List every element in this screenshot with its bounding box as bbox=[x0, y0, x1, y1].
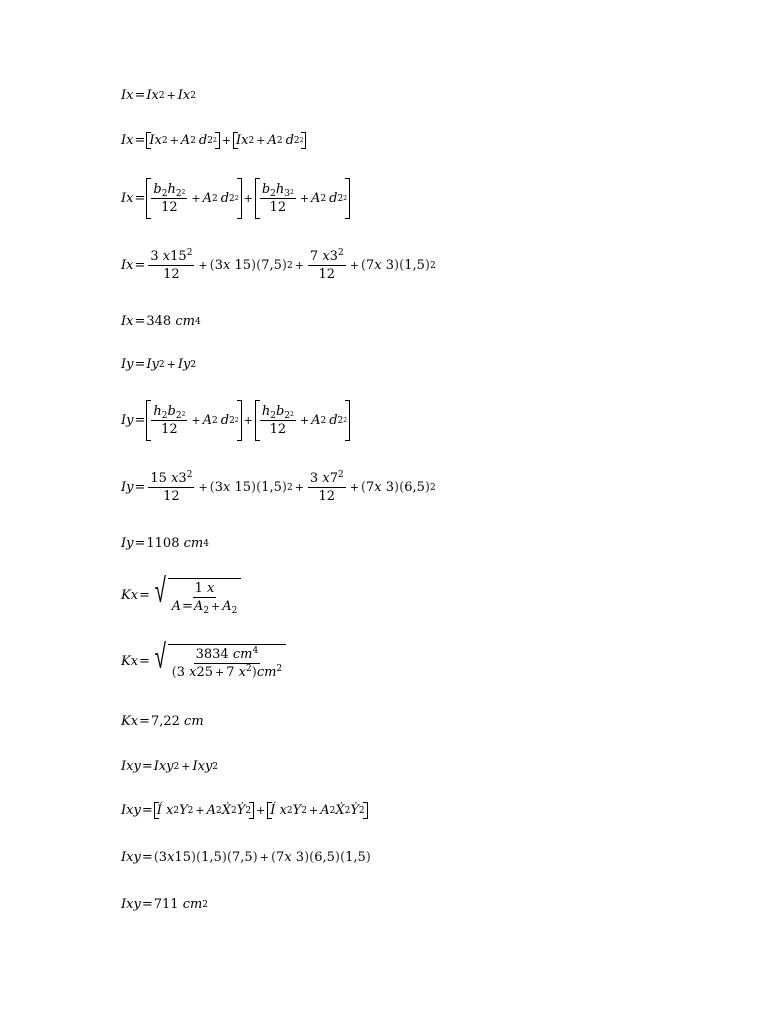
equation-ix-parallel-axis bbox=[121, 134, 306, 147]
superscript: 2 bbox=[186, 470, 193, 480]
subscript: 3 bbox=[284, 189, 290, 199]
var-kx: Kx bbox=[121, 588, 139, 603]
var-ixy: Ixy bbox=[121, 803, 141, 818]
var-x: x bbox=[166, 803, 174, 818]
square-root: √ $\frac{1 x}{A=A_2 + A_2}$ bbox=[151, 578, 241, 613]
equation-ix-fraction-form bbox=[121, 180, 350, 217]
plus: + bbox=[169, 134, 179, 147]
value: 15 bbox=[234, 258, 252, 273]
var-ixy: Ixy bbox=[192, 759, 213, 774]
unit-cm: cm bbox=[182, 897, 203, 912]
var-a: A bbox=[320, 803, 330, 818]
plus: + bbox=[259, 851, 269, 864]
var-x: x bbox=[279, 803, 287, 818]
subscript: 2 bbox=[175, 411, 182, 421]
plus: + bbox=[221, 134, 232, 147]
denominator: 12 bbox=[163, 489, 180, 504]
var-kx: Kx bbox=[121, 714, 139, 729]
value: 15 bbox=[234, 480, 252, 495]
plus: + bbox=[215, 666, 225, 679]
plus: + bbox=[308, 804, 319, 817]
result-value: 348 bbox=[146, 314, 172, 329]
superscript: 2 bbox=[337, 470, 344, 480]
value: 3 bbox=[178, 471, 187, 486]
superscript: 2 bbox=[246, 664, 252, 674]
value: 1,5 bbox=[345, 850, 366, 865]
var-y: Y bbox=[179, 803, 188, 818]
plus: + bbox=[198, 481, 208, 494]
superscript: 2 bbox=[337, 248, 344, 258]
subscript: 2 bbox=[231, 606, 238, 616]
unit-cm: cm bbox=[175, 314, 195, 329]
fraction bbox=[148, 250, 194, 281]
equation-ixy-numeric: Ixy = ( 3 x 15 ) ( 1,5 ) ( 7,5 ) + ( 7 x 3 ) ( 6,5 ) ( 1,5 ) bbox=[121, 850, 371, 865]
bracket-group: $\frac{h_2b_{22}}{12}$ + A 2 d 2 2 bbox=[146, 402, 241, 439]
var-iy: Iy bbox=[121, 357, 134, 372]
var-x: x bbox=[223, 258, 231, 273]
var-h: h bbox=[153, 404, 162, 419]
var-ix: Ix bbox=[177, 88, 191, 103]
equals: = bbox=[141, 803, 153, 818]
var-iy: Iy bbox=[121, 480, 134, 495]
var-ix: Ix bbox=[121, 191, 134, 206]
denominator: 12 bbox=[318, 267, 336, 282]
var-b: b bbox=[275, 404, 285, 419]
plus: + bbox=[211, 600, 221, 613]
var-a: A bbox=[311, 191, 321, 206]
value: 7,5 bbox=[261, 258, 282, 273]
var-i: Í bbox=[156, 803, 162, 818]
denominator: 12 bbox=[318, 489, 336, 504]
fraction bbox=[308, 250, 346, 281]
value: 3 bbox=[385, 480, 395, 495]
plus: + bbox=[198, 259, 208, 272]
var-ix: Ix bbox=[236, 133, 249, 148]
plus: + bbox=[195, 804, 205, 817]
plus: + bbox=[191, 414, 201, 427]
value: 7 bbox=[276, 850, 285, 865]
equals: = bbox=[134, 133, 146, 148]
equation-iy-sum: Iy = Iy 2 + Iy 2 bbox=[121, 357, 197, 372]
var-x: x bbox=[171, 471, 179, 486]
equation-ixy-sum: Ixy = Ixy 2 + Ixy 2 bbox=[121, 759, 219, 774]
var-b: b bbox=[167, 404, 176, 419]
equation-iy-fraction-form bbox=[121, 402, 350, 439]
subscript: 2 bbox=[203, 606, 210, 616]
denominator: 12 bbox=[163, 267, 180, 282]
equals: = bbox=[139, 654, 150, 669]
equation-kx-result bbox=[121, 715, 204, 728]
value: 1,5 bbox=[201, 850, 222, 865]
subscript: 2 bbox=[161, 189, 168, 199]
var-kx: Kx bbox=[121, 654, 139, 669]
var-x: x bbox=[167, 850, 175, 865]
equation-ix-result: Ix = 348 cm 4 bbox=[121, 314, 201, 329]
equals: = bbox=[134, 314, 146, 329]
equals: = bbox=[141, 850, 153, 865]
value: 1 bbox=[194, 581, 203, 596]
value: 3 bbox=[150, 249, 159, 264]
var-h: h bbox=[167, 182, 176, 197]
var-iy: Iy bbox=[121, 413, 134, 428]
fraction bbox=[260, 405, 296, 436]
equation-iy-result: Iy = 1108 cm 4 bbox=[121, 536, 209, 551]
var-b: b bbox=[261, 182, 271, 197]
var-a: A bbox=[206, 803, 217, 818]
var-y-centroid: Ẏ bbox=[350, 803, 359, 818]
subscript: 2 bbox=[161, 411, 168, 421]
var-ix: Ix bbox=[121, 258, 134, 273]
plus: + bbox=[299, 414, 310, 427]
value: 7 bbox=[329, 471, 338, 486]
equation-ix-numeric: Ix = $\frac{3 x15^2}{12}$ + ( 3 x 15 ) ( 7,5 ) 2 + $\frac{7 x3^2}{12}$ + ( 7 x 3 ) ( 1,5 ) 2 bbox=[121, 248, 436, 282]
plus: + bbox=[191, 192, 201, 205]
value: 3 bbox=[295, 850, 305, 865]
value: 6,5 bbox=[314, 850, 335, 865]
bracket-group: $\frac{b_2h_{32}}{12}$ + A 2 d 2 2 bbox=[255, 180, 350, 217]
var-b: b bbox=[153, 182, 162, 197]
equals: = bbox=[139, 714, 150, 729]
var-a: A bbox=[180, 133, 191, 148]
bracket-group: $\frac{b_2h_{22}}{12}$ + A 2 d 2 2 bbox=[146, 180, 241, 217]
value: 3 bbox=[214, 480, 224, 495]
equals: = bbox=[134, 258, 146, 273]
var-a: A bbox=[267, 133, 277, 148]
fraction bbox=[260, 183, 296, 214]
denominator: 12 bbox=[161, 200, 178, 215]
var-a: A bbox=[202, 413, 212, 428]
bracket-group: Í x 2 Y 2 + A 2 Ẋ 2 Ẏ 2 bbox=[154, 804, 254, 817]
plus: + bbox=[166, 89, 176, 102]
var-x-centroid: Ẋ bbox=[221, 803, 232, 818]
denominator: 12 bbox=[269, 200, 287, 215]
value: 7,5 bbox=[231, 850, 253, 865]
plus: + bbox=[299, 192, 310, 205]
equals: = bbox=[141, 759, 153, 774]
var-d: d bbox=[220, 413, 230, 428]
equation-iy-numeric: Iy = $\frac{15 x3^2}{12}$ + ( 3 x 15 ) ( 1,5 ) 2 + $\frac{3 x7^2}{12}$ + ( 7 x 3 ) ( 6,5 ) 2 bbox=[121, 470, 436, 504]
tiny-subscript: 2 bbox=[290, 411, 294, 418]
equals: = bbox=[139, 588, 150, 603]
value: 7 bbox=[366, 480, 375, 495]
result-value: 711 bbox=[153, 897, 179, 912]
subscript: 2 bbox=[175, 189, 182, 199]
var-x: x bbox=[162, 249, 171, 264]
equation-kx-numeric bbox=[121, 637, 286, 680]
result-value: 1108 bbox=[146, 536, 180, 551]
value: 3834 bbox=[195, 647, 229, 662]
value: 15 bbox=[150, 471, 167, 486]
denominator: 12 bbox=[269, 422, 287, 437]
plus: + bbox=[349, 259, 359, 272]
value: 7 bbox=[365, 258, 375, 273]
square-root: √ $\frac{3834 cm^4}{(3 x25 + 7 x^2)cm^2}$ bbox=[151, 644, 286, 679]
var-a: A bbox=[171, 599, 182, 614]
var-iy: Iy bbox=[121, 536, 134, 551]
var-d: d bbox=[198, 133, 208, 148]
var-d: d bbox=[329, 413, 338, 428]
result-value: 7,22 bbox=[150, 714, 180, 729]
plus: + bbox=[294, 259, 304, 272]
equation-ixy-result: Ixy = 711 cm 2 bbox=[121, 897, 209, 912]
plus: + bbox=[294, 481, 304, 494]
var-d: d bbox=[220, 191, 230, 206]
var-i: Í bbox=[270, 803, 276, 818]
denominator: 12 bbox=[161, 422, 178, 437]
value: 3 bbox=[329, 249, 338, 264]
value: 3 bbox=[309, 471, 319, 486]
bracket-group: Ix 2 + A 2 d 2 2 bbox=[233, 134, 306, 147]
fraction bbox=[148, 472, 194, 503]
var-ix: Ix bbox=[121, 88, 134, 103]
value: 1,5 bbox=[261, 480, 282, 495]
fraction: $\frac{3834 cm^4}{(3 x25 + 7 x^2)cm^2}$ bbox=[171, 646, 283, 680]
plus: + bbox=[256, 804, 266, 817]
var-x-centroid: Ẋ bbox=[335, 803, 345, 818]
plus: + bbox=[243, 192, 253, 205]
value: 1,5 bbox=[404, 258, 425, 273]
var-iy: Iy bbox=[177, 357, 191, 372]
tiny-subscript: 2 bbox=[181, 189, 186, 196]
fraction bbox=[308, 472, 346, 503]
value: 3 bbox=[385, 258, 395, 273]
value: 15 bbox=[170, 249, 187, 264]
unit-cm: cm bbox=[256, 665, 277, 680]
value: 3 bbox=[158, 850, 168, 865]
subscript: 2 bbox=[270, 189, 276, 199]
var-ixy: Ixy bbox=[121, 897, 141, 912]
var-x: x bbox=[284, 850, 292, 865]
plus: + bbox=[166, 358, 176, 371]
equals: = bbox=[134, 536, 146, 551]
var-x: x bbox=[322, 471, 330, 486]
equals: = bbox=[134, 88, 146, 103]
tiny-subscript: 2 bbox=[290, 189, 294, 196]
equals: = bbox=[134, 480, 146, 495]
subscript: 2 bbox=[284, 411, 291, 421]
superscript: 2 bbox=[186, 248, 193, 258]
var-a: A bbox=[222, 599, 232, 614]
var-d: d bbox=[285, 133, 294, 148]
var-d: d bbox=[329, 191, 338, 206]
superscript: 4 bbox=[252, 646, 259, 656]
var-x: x bbox=[189, 665, 197, 680]
var-x: x bbox=[322, 249, 330, 264]
var-y: Y bbox=[292, 803, 302, 818]
var-ix: Ix bbox=[149, 133, 162, 148]
equals: = bbox=[134, 357, 146, 372]
tiny-subscript: 2 bbox=[181, 411, 186, 418]
var-x: x bbox=[238, 665, 246, 680]
equation-ix-sum: Ix = Ix 2 + Ix 2 bbox=[121, 88, 196, 103]
var-a: A bbox=[202, 191, 212, 206]
plus: + bbox=[181, 760, 191, 773]
value: 3 bbox=[176, 665, 185, 680]
var-ix: Ix bbox=[146, 88, 159, 103]
unit-cm: cm bbox=[183, 536, 204, 551]
value: 3 bbox=[214, 258, 223, 273]
bracket-group: Í x 2 Y 2 + A 2 Ẋ 2 Ẏ 2 bbox=[267, 804, 367, 817]
var-h: h bbox=[275, 182, 285, 197]
var-x: x bbox=[223, 480, 231, 495]
var-x: x bbox=[207, 581, 215, 596]
var-a: A bbox=[193, 599, 204, 614]
unit-cm: cm bbox=[232, 647, 253, 662]
plus: + bbox=[256, 134, 266, 147]
var-iy: Iy bbox=[146, 357, 159, 372]
equals: = bbox=[134, 413, 146, 428]
var-a: A bbox=[311, 413, 321, 428]
value: 6,5 bbox=[404, 480, 425, 495]
var-x: x bbox=[374, 258, 382, 273]
subscript: 2 bbox=[270, 411, 276, 421]
equals: = bbox=[141, 897, 153, 912]
plus: + bbox=[243, 414, 253, 427]
var-ixy: Ixy bbox=[153, 759, 174, 774]
var-x: x bbox=[374, 480, 382, 495]
value: 7 bbox=[309, 249, 319, 264]
superscript: 2 bbox=[276, 664, 283, 674]
var-h: h bbox=[261, 404, 271, 419]
value: 7 bbox=[226, 665, 235, 680]
fraction bbox=[170, 581, 240, 616]
var-ixy: Ixy bbox=[121, 759, 141, 774]
plus: + bbox=[349, 481, 359, 494]
unit-cm: cm bbox=[184, 714, 204, 729]
bracket-group: Ix 2 + A 2 d 2 2 bbox=[146, 134, 219, 147]
var-ix: Ix bbox=[121, 133, 134, 148]
var-ix: Ix bbox=[121, 314, 134, 329]
equation-ixy-parallel-axis bbox=[121, 804, 368, 817]
fraction bbox=[151, 405, 187, 436]
value: 15 bbox=[174, 850, 191, 865]
var-ixy: Ixy bbox=[121, 850, 141, 865]
value: 25 bbox=[196, 665, 214, 680]
equals: = bbox=[134, 191, 146, 206]
var-y-centroid: Ẏ bbox=[236, 803, 246, 818]
bracket-group: $\frac{h_2b_{22}}{12}$ + A 2 d 2 2 bbox=[255, 402, 350, 439]
equals: = bbox=[182, 599, 193, 614]
equation-kx-formula bbox=[121, 571, 241, 616]
fraction bbox=[151, 183, 187, 214]
